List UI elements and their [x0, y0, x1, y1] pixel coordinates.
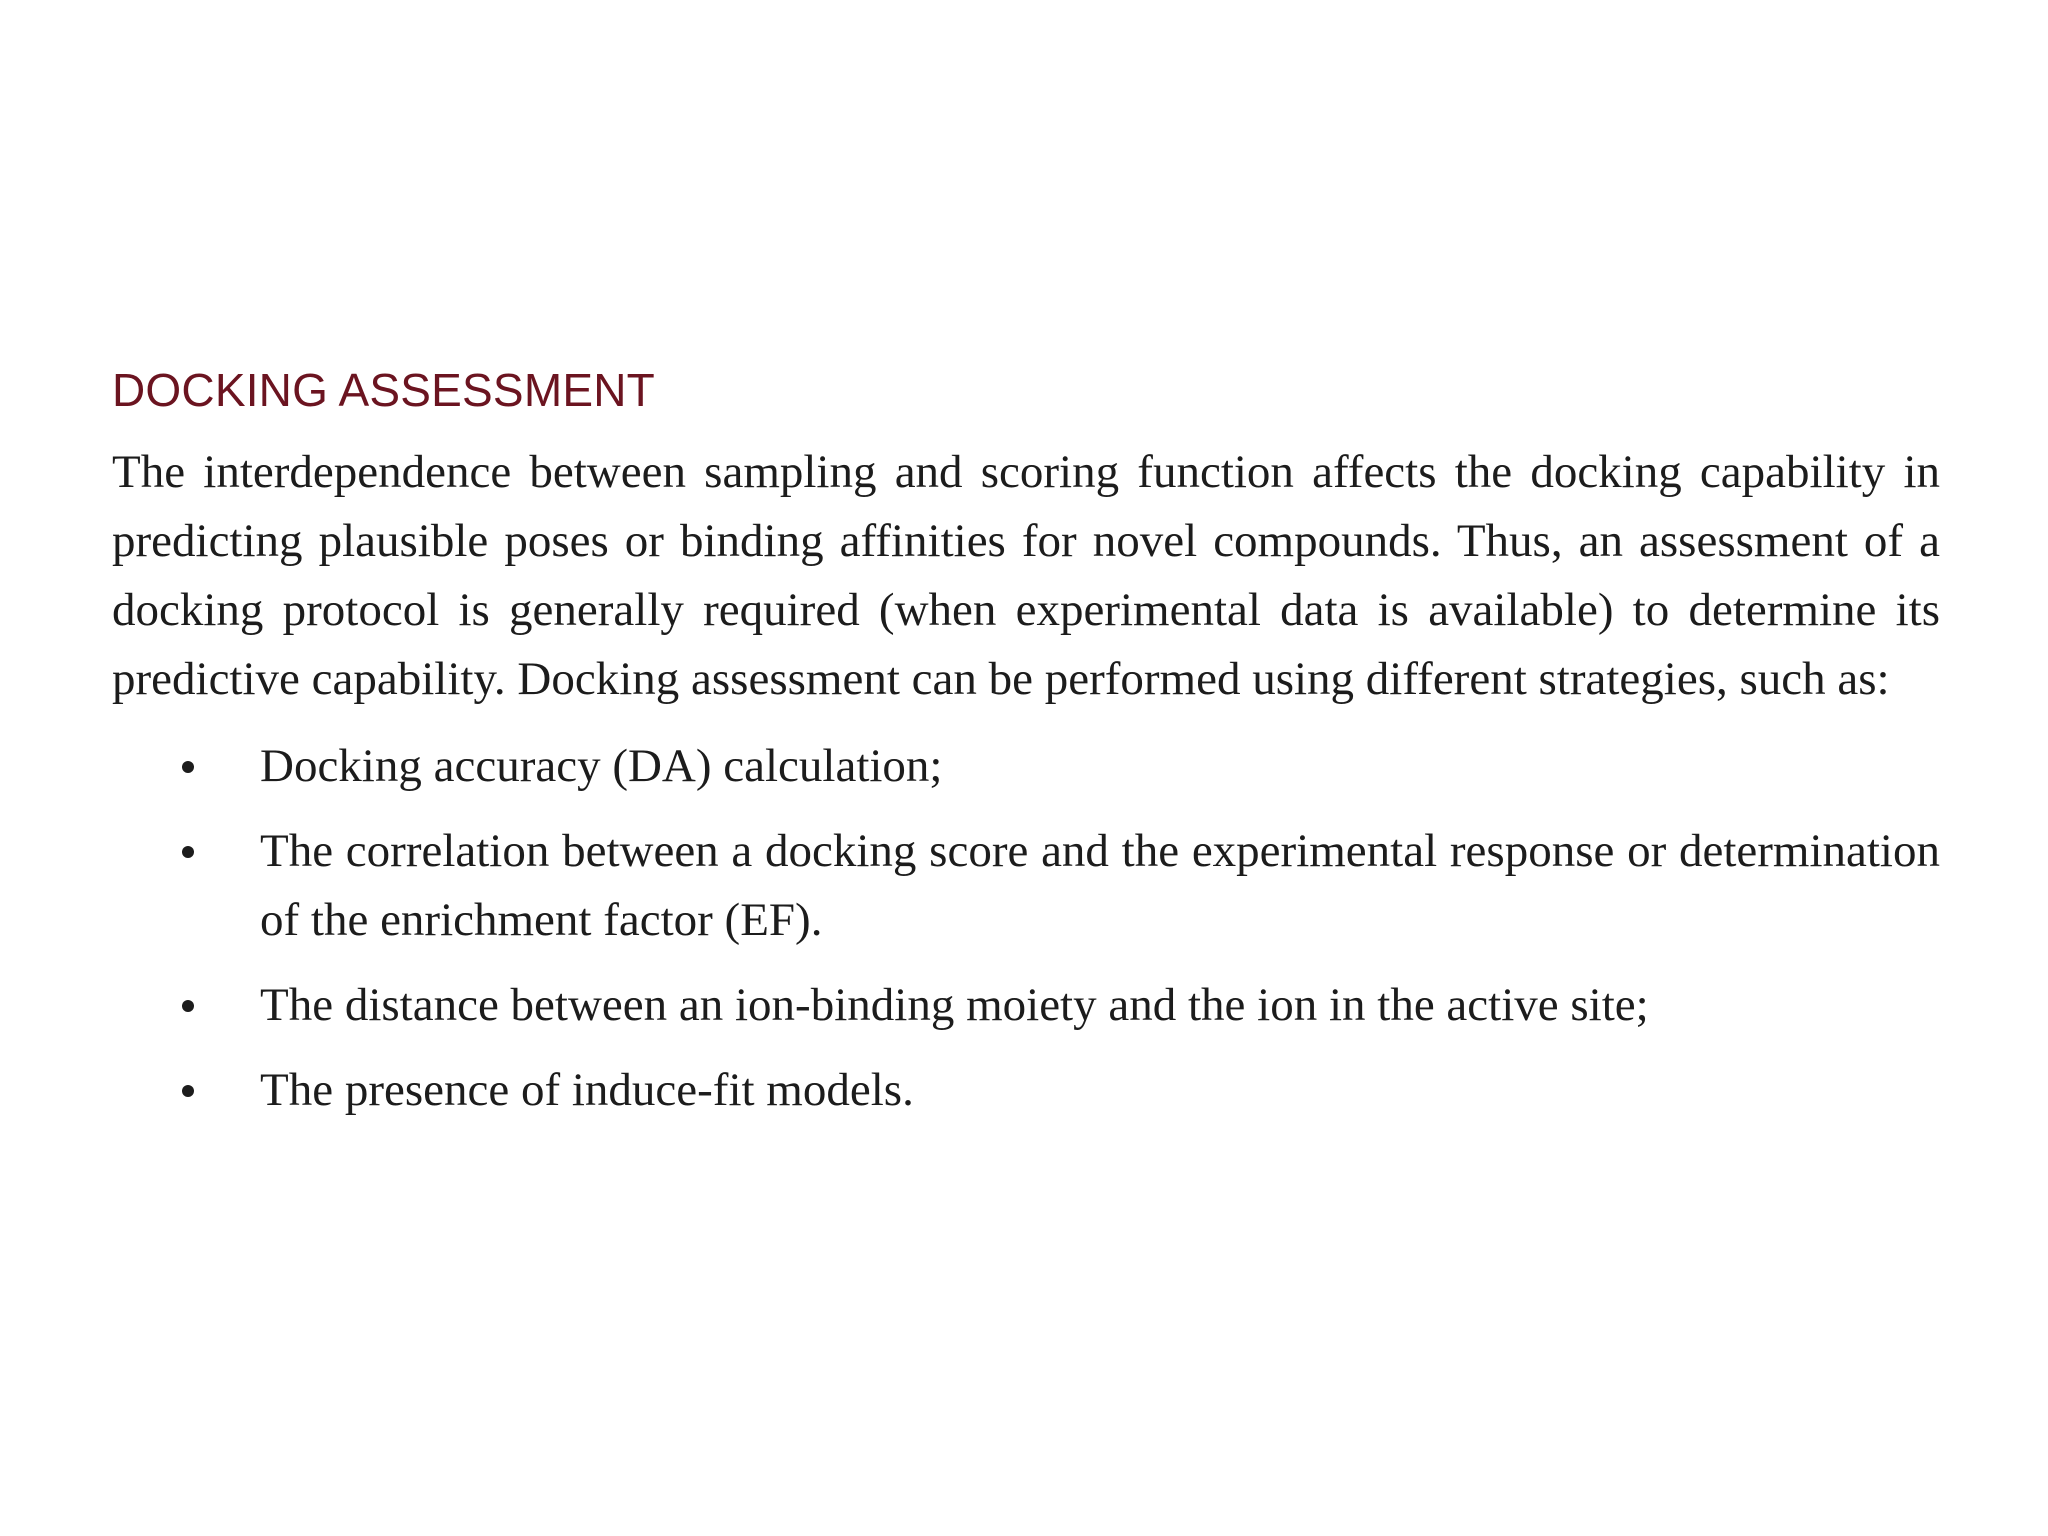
list-item-text: The presence of induce-fit models.	[260, 1064, 914, 1116]
list-item-text: Docking accuracy (DA) calculation;	[260, 740, 943, 792]
bullet-icon	[182, 846, 194, 858]
list-item-text: The correlation between a docking score and the experimental response or determination of the enrichment factor (EF).	[260, 825, 1940, 946]
bullet-icon	[182, 1000, 194, 1012]
list-item	[112, 732, 1940, 801]
bullet-icon	[182, 761, 194, 773]
list-item	[112, 971, 1940, 1040]
intro-paragraph: The interdependence between sampling and scoring function affects the docking capability in predicting plausible poses or binding affinities for novel compounds. Thus, an assessment of a docking protocol is generally required (when experimental data is available) to determine its predictive capability. Docking assessment can be performed using different strategies, such as:	[112, 446, 1940, 705]
section-heading: DOCKING ASSESSMENT	[112, 364, 655, 416]
document-content	[112, 360, 1940, 1141]
list-item	[112, 817, 1940, 955]
list-item-text: The distance between an ion-binding moiety and the ion in the active site;	[260, 979, 1649, 1031]
bullet-icon	[182, 1085, 194, 1097]
list-item	[112, 1056, 1940, 1125]
strategy-list	[112, 732, 1940, 1125]
